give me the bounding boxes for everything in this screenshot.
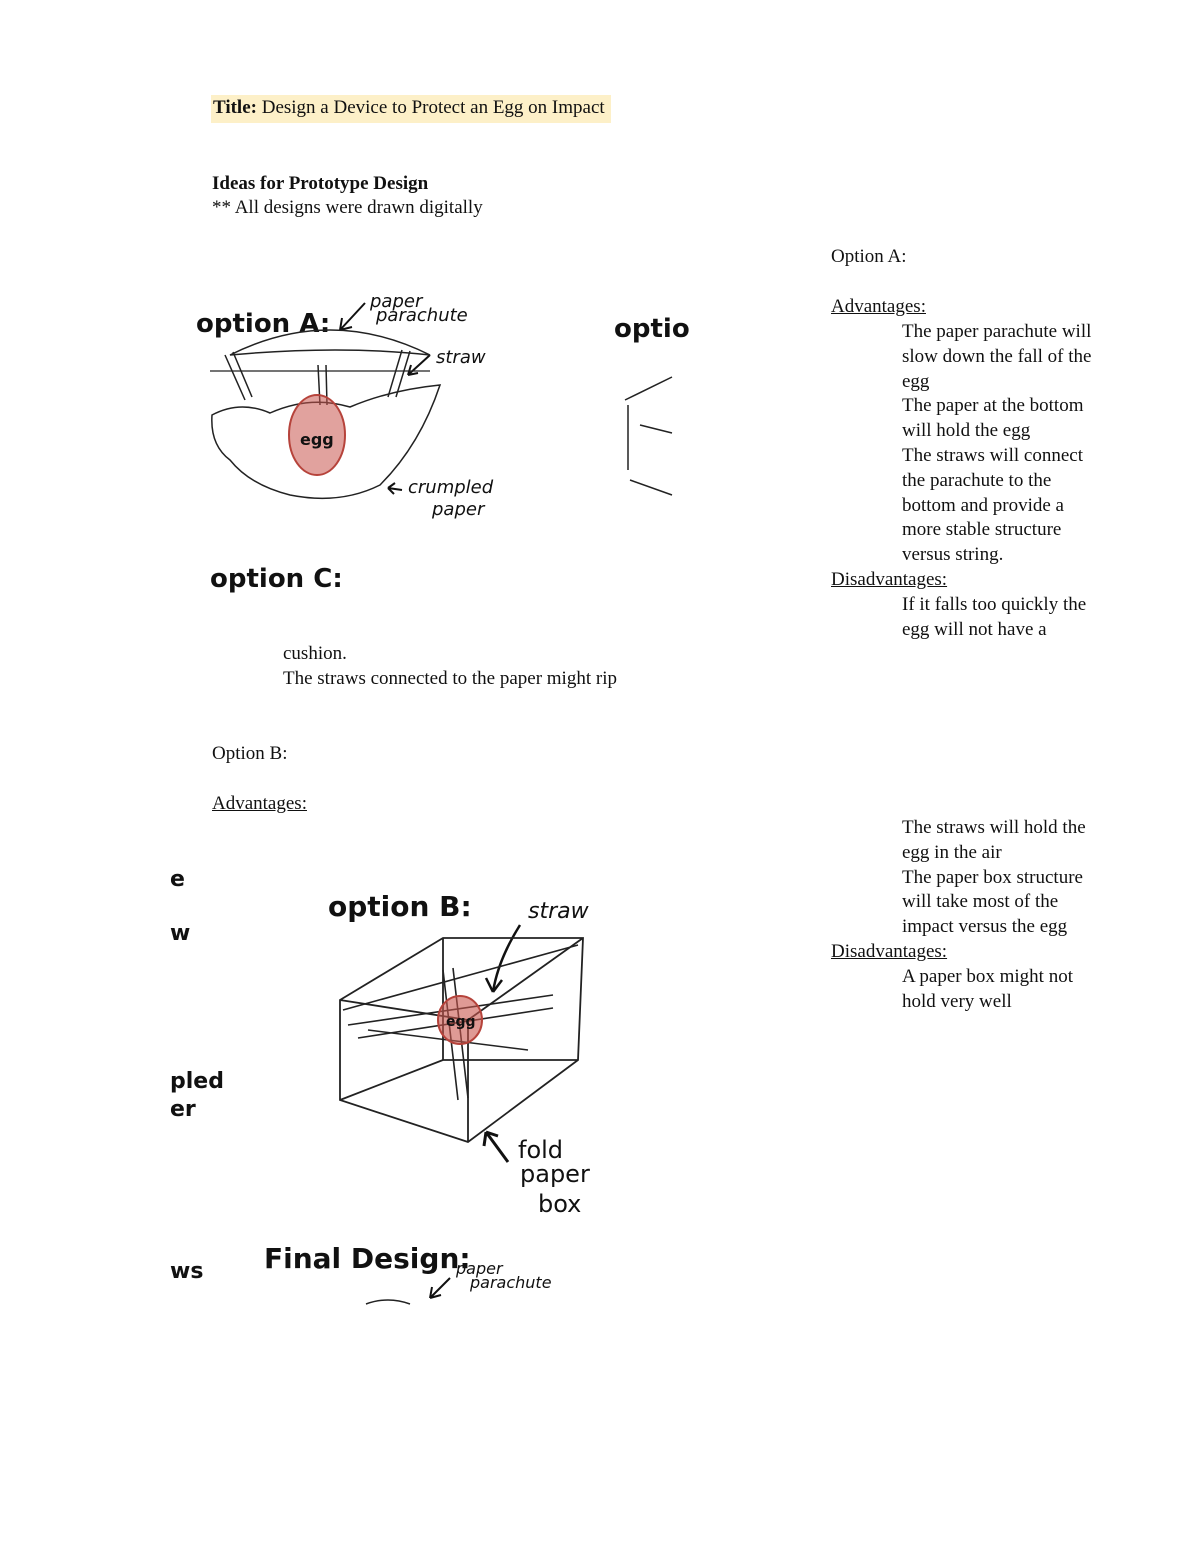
sketch-a-partial-c: option C: — [210, 564, 343, 594]
sketch-b-label-box-1: fold — [518, 1136, 564, 1164]
option-a-disadvantages-list — [831, 593, 1086, 643]
option-b-adv-line: will take most of the — [902, 891, 1059, 913]
option-a-adv-line: the parachute to the — [902, 469, 1052, 491]
option-a-adv-line: versus string. — [902, 544, 1004, 566]
document-title — [211, 95, 611, 123]
ideas-note: ** All designs were drawn digitally — [212, 197, 483, 218]
straw-left — [225, 352, 252, 400]
option-a-disadvantages-label: Disadvantages: — [831, 569, 948, 590]
sketch-b-final-heading: Final Design: — [264, 1242, 471, 1275]
sketch-b-label-box-3: box — [538, 1190, 582, 1218]
sketch-b-partial-4: er — [170, 1097, 196, 1122]
sketch-b-label-straw: straw — [528, 899, 589, 924]
straw-arrow — [408, 355, 430, 375]
option-a-adv-line: The straws will connect — [902, 444, 1083, 466]
sketch-b-label-egg: egg — [446, 1014, 476, 1030]
option-a-heading: Option A: — [831, 246, 907, 267]
title-text: Design a Device to Protect an Egg on Impact — [261, 97, 605, 118]
option-a-advantages-list — [831, 320, 1091, 568]
crumpled-arrow — [388, 483, 402, 494]
final-arrow — [430, 1278, 450, 1298]
sketch-option-a-image — [190, 285, 690, 610]
option-a-adv-line: slow down the fall of the — [902, 345, 1092, 367]
option-b-advantages-list — [831, 816, 1086, 940]
option-a-adv-line: The paper parachute will — [902, 321, 1092, 342]
parachute-arrow — [340, 303, 365, 330]
option-a-adv-line: The paper at the bottom — [902, 395, 1084, 417]
option-a-adv-line: will hold the egg — [902, 420, 1031, 442]
sketch-a-label-paper-1: crumpled — [408, 477, 494, 498]
option-b-advantages-label: Advantages: — [212, 793, 307, 814]
sketch-a-partial-right: optio — [614, 314, 690, 344]
sketch-b-final-label-2: parachute — [470, 1273, 552, 1292]
sketch-b-partial-5: ws — [170, 1259, 204, 1284]
option-b-heading: Option B: — [212, 743, 288, 764]
ideas-heading: Ideas for Prototype Design — [212, 173, 429, 194]
sketch-a-label-paper-2: paper — [432, 499, 485, 520]
option-a-cont-line: The straws connected to the paper might rip — [283, 667, 617, 689]
sketch-b-partial-2: w — [170, 921, 191, 946]
sketch-b-heading: option B: — [328, 890, 472, 923]
option-a-advantages-label: Advantages: — [831, 296, 926, 317]
final-canopy-partial — [366, 1300, 410, 1304]
option-b-disadvantages-list — [831, 965, 1073, 1015]
option-b-adv-line: The straws will hold the — [902, 817, 1086, 838]
partial-right-lines — [625, 377, 672, 495]
sketch-b-final-label-1: paper — [456, 1259, 503, 1278]
sketch-a-heading: option A: — [196, 309, 331, 339]
sketch-a-label-egg: egg — [300, 430, 334, 449]
option-a-dis-line: egg will not have a — [902, 618, 1047, 640]
option-a-adv-line: more stable structure — [902, 519, 1062, 541]
fold-arrow — [484, 1132, 508, 1162]
option-a-adv-line: egg — [902, 370, 930, 392]
sketch-a-label-straw: straw — [436, 347, 486, 368]
sketch-b-partial-3: pled — [170, 1069, 224, 1094]
sketch-b-partial-1: e — [170, 867, 185, 892]
option-b-adv-line: impact versus the egg — [902, 916, 1068, 938]
option-a-cont-line: cushion. — [283, 643, 347, 664]
option-a-continued — [283, 642, 617, 692]
title-label: Title: — [213, 97, 257, 118]
option-b-adv-line: The paper box structure — [902, 866, 1083, 888]
straw-arrow-b — [486, 925, 520, 992]
sketch-a-label-parachute-1: paper — [370, 291, 423, 312]
option-b-adv-line: egg in the air — [902, 841, 1002, 863]
option-b-dis-line: A paper box might not — [902, 966, 1073, 987]
option-b-dis-line: hold very well — [902, 990, 1012, 1012]
sketch-a-label-parachute-2: parachute — [376, 305, 468, 326]
option-a-dis-line: If it falls too quickly the — [902, 594, 1087, 615]
option-b-disadvantages-label: Disadvantages: — [831, 941, 948, 962]
option-a-adv-line: bottom and provide a — [902, 494, 1064, 516]
sketch-b-label-box-2: paper — [520, 1160, 590, 1188]
sketch-option-b-image — [168, 860, 628, 1310]
